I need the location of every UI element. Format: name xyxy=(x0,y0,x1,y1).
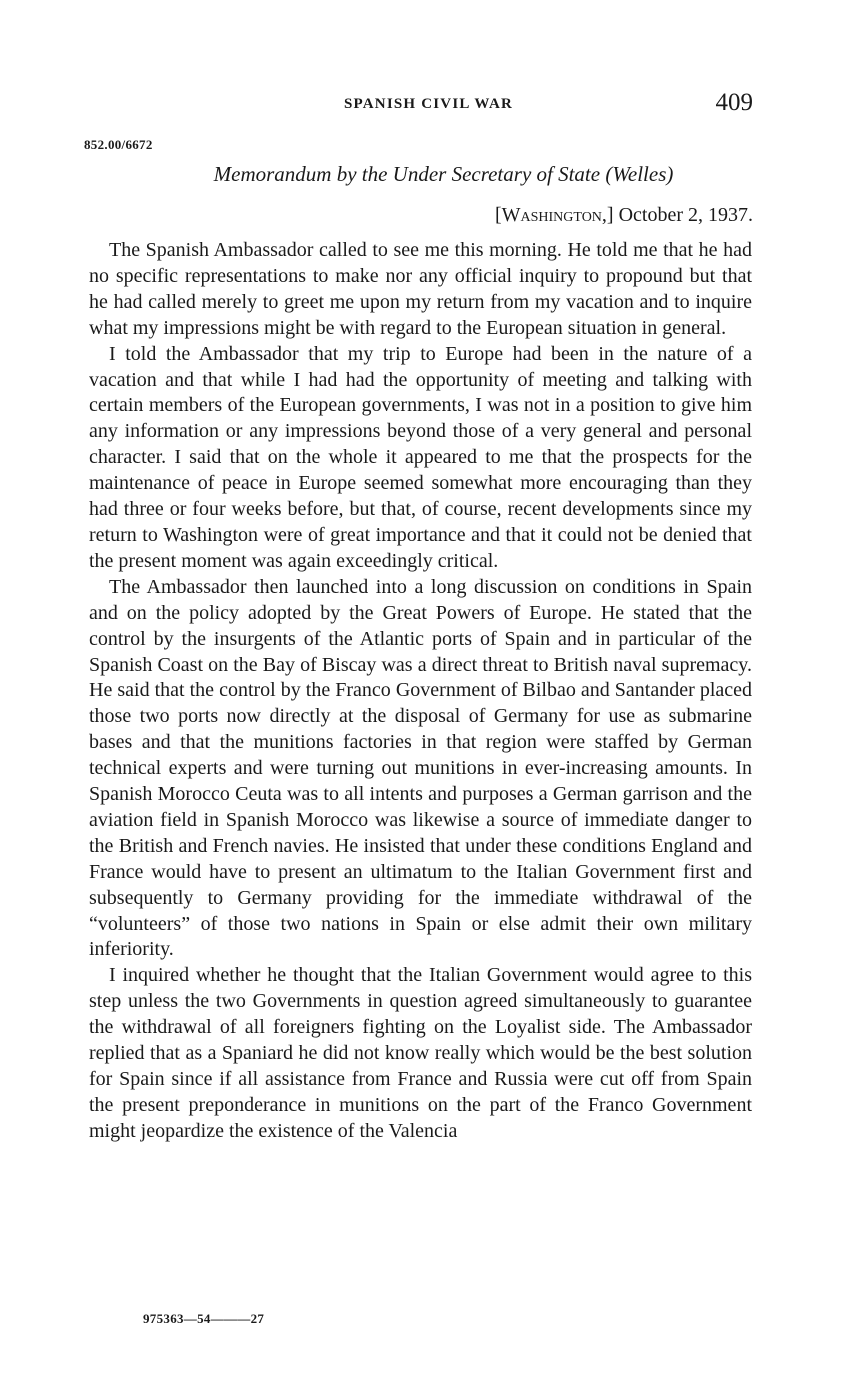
document-file-number: 852.00/6672 xyxy=(84,137,153,152)
memorandum-body xyxy=(89,238,752,1145)
page-number: 409 xyxy=(715,89,753,116)
dateline-date: October 2, 1937. xyxy=(613,204,753,226)
running-head xyxy=(0,89,857,122)
running-title: SPANISH CIVIL WAR xyxy=(343,96,514,112)
paragraph-2: I told the Ambassador that my trip to Europe had been in the nature of a vacation and that while I had had the opportunity of meeting and talking with certain members of the European governments, I was not in a position to give him any information or any impressions beyond those of a very general and personal character. I said that on the whole it appeared to me that the prospects for the maintenance of peace in Europe seemed somewhat more encouraging than they had three or four weeks before, but that, of course, recent developments since my return to Washington were of great importance and that it could not be denied that the present moment was again exceedingly critical. xyxy=(89,342,752,572)
print-signature-code: 975363—54———27 xyxy=(143,1311,265,1326)
paragraph-1: The Spanish Ambassador called to see me this morning. He told me that he had no specific representations to make nor any official inquiry to propound but that he had called merely to greet me upon my return from my vacation and to inquire what my impressions might be with regard to the European situation in general. xyxy=(89,239,752,339)
dateline xyxy=(495,204,753,227)
document-heading: Memorandum by the Under Secretary of State (Welles) xyxy=(213,162,674,186)
dateline-place: [Washington,] xyxy=(494,204,614,226)
paragraph-3: The Ambassador then launched into a long discussion on conditions in Spain and on the policy adopted by the Great Powers of Europe. He stated that the control by the insurgents of the Atlantic ports of Spain and in particular of the Spanish Coast on the Bay of Biscay was a direct threat to British naval supremacy. He said that the control by the Franco Government of Bilbao and Santander placed those two ports now directly at the disposal of Germany for use as submarine bases and that the munitions factories in that region were staffed by German technical experts and were turning out munitions in ever-increasing amounts. In Spanish Morocco Ceuta was to all intents and purposes a German garrison and the aviation field in Spanish Morocco was likewise a source of immediate danger to the British and French navies. He insisted that under these conditions England and France would have to present an ultimatum to the Italian Government first and subsequently to Germany providing for the immediate withdrawal of the “volunteers” of those two nations in Spain or else admit their own military inferiority. xyxy=(89,575,752,961)
paragraph-4: I inquired whether he thought that the Italian Government would agree to this step unless the two Governments in question agreed simultaneously to guarantee the withdrawal of all foreigners fighting on the Loyalist side. The Ambassador replied that as a Spaniard he did not know really which would be the best solution for Spain since if all assistance from France and Russia were cut off from Spain the present preponderance in munitions on the part of the Franco Government might jeopardize the existence of the Valencia xyxy=(89,964,752,1142)
